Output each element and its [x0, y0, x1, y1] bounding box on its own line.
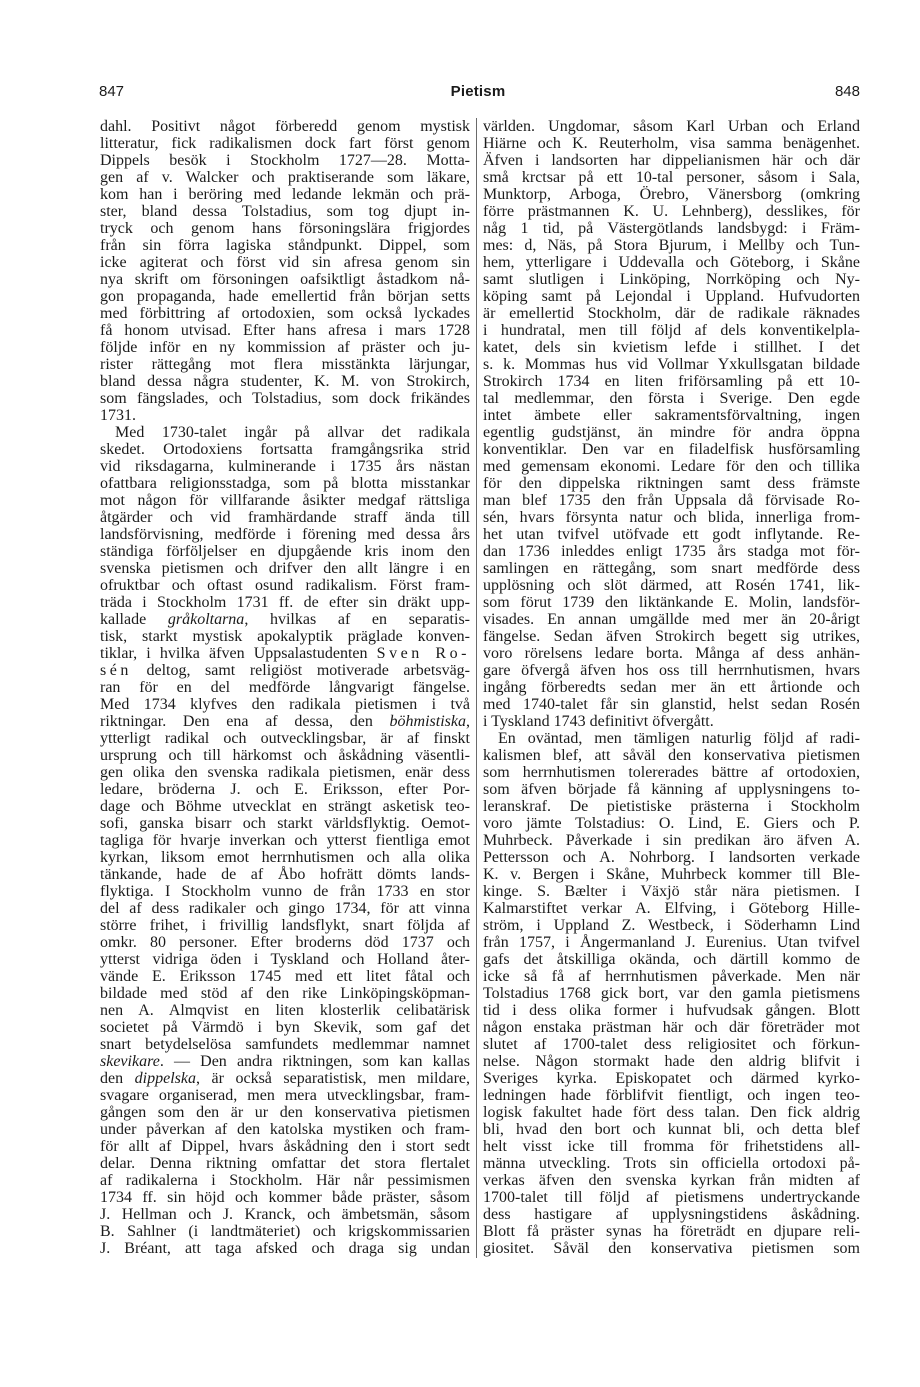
left-column: [100, 118, 470, 1257]
text-line: [100, 645, 470, 662]
text-line: [100, 611, 470, 628]
text-line: landsförvisning, medförde i förening med dessa års: [100, 526, 470, 543]
text-line: gon propaganda, hade emellertid från början setts: [100, 288, 470, 305]
text-line: [100, 1053, 470, 1070]
text-line: nya skrift om försoningen oafsiktligt åstadkom nå-: [100, 271, 470, 288]
text-line: Munktorp, Arboga, Örebro, Vänersborg (omkring: [483, 186, 860, 203]
text-line: rister rättegång mot flera misstänkta lärjungar,: [100, 356, 470, 373]
text-line: samlingen en rättegång, som snart medförde dess: [483, 560, 860, 577]
text-line: någ 1 tid, på Västergötlands landsbygd: i Främ-: [483, 220, 860, 237]
text-segment: den: [100, 1070, 135, 1087]
text-line: kyrkan, liksom emot herrnhutismen och alla olika: [100, 849, 470, 866]
text-line: bildade med stöd af den rike Linköpingsköpman-: [100, 985, 470, 1002]
text-segment: ,: [466, 713, 470, 730]
text-line: Med 1730-talet ingår på allvar det radikala: [115, 424, 470, 441]
spaced-name: sén: [100, 662, 132, 679]
text-line: En oväntad, men tämligen naturlig följd af radi-: [498, 730, 860, 747]
text-line: het utan tvifvel utöfvade ett godt inflytande. Re-: [483, 526, 860, 543]
text-line: sén, hvars försynta natur och blida, innerliga from-: [483, 509, 860, 526]
text-line: litteratur, fick radikalismen dock fart först genom: [100, 135, 470, 152]
text-line: dahl. Positivt något förberedd genom mystisk: [100, 118, 470, 135]
text-line: från 1757, i Ångermanland J. Eurenius. Utan tvifvel: [483, 934, 860, 951]
page-header: [99, 82, 860, 102]
text-line: gare öfvergå äfven hos oss till herrnhutismen, hvars: [483, 662, 860, 679]
text-line: voro rörelsens ledare borta. Många af dess anhän-: [483, 645, 860, 662]
text-line: [100, 713, 470, 730]
text-line: ofruktbar och oftast osund radikalism. Först fram-: [100, 577, 470, 594]
text-line: tänkande, hade de af Åbo hofrätt dömts lands-: [100, 866, 470, 883]
text-line: ström, i Uppland Z. Westbeck, i Söderhamn Lind: [483, 917, 860, 934]
text-line: under påverkan af den katolska mystiken och fram-: [100, 1121, 470, 1138]
text-line: konventiklar. Den var en filadelfisk husförsamling: [483, 441, 860, 458]
text-line: voro jämte Tolstadius: O. Lind, E. Giers och P.: [483, 815, 860, 832]
text-line: slutet af 1700-talet dess religiositet och förkun-: [483, 1036, 860, 1053]
text-line: mot någon för villfarande åsikter medgaf rättsliga: [100, 492, 470, 509]
italic-term: böhmistiska: [389, 713, 466, 730]
text-line: bli, hvad den bort och kunnat bli, och detta blef: [483, 1121, 860, 1138]
left-page-number: 847: [99, 83, 125, 100]
text-line: gafs det åtskilliga okända, och därtill kommo de: [483, 951, 860, 968]
text-line: del af dess radikaler och gingo 1734, för att vinna: [100, 900, 470, 917]
text-segment: tiklar, i hvilka äfven Uppsalastudenten: [100, 645, 377, 662]
text-line: ingång förberedts sedan mer än ett årtionde och: [483, 679, 860, 696]
text-line: tryck och genom hans försoningslära frigjordes: [100, 220, 470, 237]
text-line: ursprung och till härkomst och åskådning väsentli-: [100, 747, 470, 764]
spaced-name: Sven Ro-: [376, 645, 470, 662]
right-column: [483, 118, 860, 1257]
text-line: visades. En annan umgällde med mer än 20-årigt: [483, 611, 860, 628]
text-line: icke så få af herrnhutismen påverkade. Men när: [483, 968, 860, 985]
text-line: 1731.: [100, 407, 136, 424]
text-line: logisk fakultet hade fört dess talan. Den fick aldrig: [483, 1104, 860, 1121]
text-line: kom han i beröring med ledande lekmän och prä-: [100, 186, 470, 203]
text-line: förre prästmannen K. U. Lehnberg), desslikes, för: [483, 203, 860, 220]
text-segment: kallade: [100, 611, 168, 628]
text-line: Hiärne och K. Reuterholm, visa samma benägenhet.: [483, 135, 860, 152]
text-line: s. k. Mommas hus vid Vollmar Yxkullsgatan bildade: [483, 356, 860, 373]
text-line: större frihet, i frivillig landsflykt, snart följda af: [100, 917, 470, 934]
italic-term: dippelska: [134, 1070, 196, 1087]
text-line: Kalmarstiftet verkar A. Elfving, i Göteborg Hille-: [483, 900, 860, 917]
right-page-number: 848: [834, 83, 860, 100]
text-line: som förut 1739 den liktänkande E. Molin, landsför-: [483, 594, 860, 611]
text-line: dan 1736 inleddes enligt 1735 års stadga mot för-: [483, 543, 860, 560]
text-line: som herrnhutismen tolererades bättre af ortodoxien,: [483, 764, 860, 781]
page-title: Pietism: [450, 83, 506, 100]
text-line: icke agiterat och först vid sin afresa genom sin: [100, 254, 470, 271]
text-line: ran för en del medförde långvarigt fängelse.: [100, 679, 470, 696]
text-line: sofi, ganska bisarr och starkt världsflyktig. Oemot-: [100, 815, 470, 832]
text-line: upplösning och slöt därmed, att Rosén 1741, lik-: [483, 577, 860, 594]
text-line: samt slutligen i Linköping, Norrköping och Ny-: [483, 271, 860, 288]
text-line: med 1740-talet får sin glanstid, helst sedan Rosén: [483, 696, 860, 713]
text-line: Muhrbeck. Påverkade i sin predikan äro äfven A.: [483, 832, 860, 849]
text-line: Med 1734 klyfves den radikala pietismen i två: [100, 696, 470, 713]
text-segment: riktningar. Den ena af dessa, den: [100, 713, 390, 730]
text-line: med gemensam ekonomi. Ledare för den och tillika: [483, 458, 860, 475]
text-line: tid i dess olika former i hufvudsak gången. Blott: [483, 1002, 860, 1019]
text-line: K. v. Bergen i Skåne, Muhrbeck kommer till Ble-: [483, 866, 860, 883]
text-line: leranskraf. De pietistiske prästerna i Stockholm: [483, 798, 860, 815]
text-line: Äfven i landsorten har dippelianismen här och där: [483, 152, 860, 169]
text-line: dess hastigare af upplysningstidens åskådning.: [483, 1206, 860, 1223]
text-line: giositet. Såväl den konservativa pietismen som: [483, 1240, 860, 1257]
text-line: ytterligt radikal och outvecklingsbar, är af finskt: [100, 730, 470, 747]
text-line: Blott få präster synas ha företrädt en djupare reli-: [483, 1223, 860, 1240]
text-line: helt visst icke till fromma för frihetstidens all-: [483, 1138, 860, 1155]
text-line: skedet. Ortodoxiens fortsatta framgångsrika strid: [100, 441, 470, 458]
text-line: för allt af Dippel, hvars åskådning den i stort sedt: [100, 1138, 470, 1155]
text-line: träda i Stockholm 1731 ff. de efter sin dräkt upp-: [100, 594, 470, 611]
text-line: Tolstadius 1768 gick bort, var den gamla pietismens: [483, 985, 860, 1002]
text-line: verkas äfven den svenska kyrkan från midten af: [483, 1172, 860, 1189]
text-line: små krctsar på ett 10-tal personer, såsom i Sala,: [483, 169, 860, 186]
text-line: någon enstaka prästman här och där företräder mot: [483, 1019, 860, 1036]
text-line: hem, ytterligare i Uddevalla och Göteborg, i Skåne: [483, 254, 860, 271]
text-line: J. Hellman och J. Kranck, och ämbetsmän, såsom: [100, 1206, 470, 1223]
text-line: egentlig gudstjänst, än mindre för andra öppna: [483, 424, 860, 441]
text-line: 1734 ff. sin höjd och kommer både präster, såsom: [100, 1189, 470, 1206]
text-line: svagare organiserad, men mera utvecklingsbar, fram-: [100, 1087, 470, 1104]
text-segment: deltog, samt religiöst motiverade arbetsväg-: [131, 662, 470, 679]
text-line: delar. Denna riktning omfattar det stora flertalet: [100, 1155, 470, 1172]
text-segment: , hvilkas af en separatis-: [244, 611, 470, 628]
text-line: omkr. 80 personer. Efter broderns död 1737 och: [100, 934, 470, 951]
text-line: som fängslades, och Tolstadius, som dock frikändes: [100, 390, 470, 407]
text-line: som äfven började få känning af upplysningens to-: [483, 781, 860, 798]
text-line: gen af v. Walcker och praktiserande som läkare,: [100, 169, 470, 186]
text-line: ytterst vidriga öden i Tyskland och Holland åter-: [100, 951, 470, 968]
text-line: 1700-talet till följd af pietismens undertryckande: [483, 1189, 860, 1206]
text-line: ständiga förföljelser en djupgående kris inom den: [100, 543, 470, 560]
text-segment: . — Den andra riktningen, som kan kallas: [159, 1053, 470, 1070]
text-line: gen olika den svenska radikala pietismen, enär dess: [100, 764, 470, 781]
text-line: i hundratal, men till följd af dels konventikelpla-: [483, 322, 860, 339]
text-line: gången som den är ur den konservativa pietismen: [100, 1104, 470, 1121]
text-line: man blef 1735 den från Uppsala då förvisade Ro-: [483, 492, 860, 509]
text-line: tal medlemmar, den första i Sverige. Den egde: [483, 390, 860, 407]
text-line: fängelse. Sedan äfven Strokirch begett sig utrikes,: [483, 628, 860, 645]
column-divider: [476, 118, 477, 1258]
text-line: tagliga för hvarje inverkan och ytterst fientliga emot: [100, 832, 470, 849]
text-line: för den dippelska riktningen samt dess främste: [483, 475, 860, 492]
text-line: nen A. Almqvist en liten klosterlik celibatärisk: [100, 1002, 470, 1019]
text-line: dage och Böhme utvecklat en strängt asketisk teo-: [100, 798, 470, 815]
text-line: ledare, bröderna J. och E. Eriksson, efter Por-: [100, 781, 470, 798]
text-line: ster, bland dessa Tolstadius, som tog djupt in-: [100, 203, 470, 220]
text-line: med förbittring af ortodoxien, som också lyckades: [100, 305, 470, 322]
text-line: [100, 1070, 470, 1087]
italic-term: skevikare: [100, 1053, 160, 1070]
text-line: bland dessa några studenter, K. M. von Strokirch,: [100, 373, 470, 390]
text-line: societet på Värmdö i byn Skevik, som gaf det: [100, 1019, 470, 1036]
text-line: köping samt på Lejondal i Uppland. Hufvudorten: [483, 288, 860, 305]
text-line: vid riksdagarna, kulminerande i 1735 års nästan: [100, 458, 470, 475]
text-line: är emellertid Stockholm, där de radikale räknades: [483, 305, 860, 322]
text-line: i Tyskland 1743 definitivt öfvergått.: [483, 713, 714, 730]
text-line: vände E. Eriksson 1745 med ett litet fåtal och: [100, 968, 470, 985]
text-line: ledningen hade förblifvit fientligt, och ingen teo-: [483, 1087, 860, 1104]
text-line: Dippels besök i Stockholm 1727—28. Motta-: [100, 152, 470, 169]
text-line: katet, dels sin kvietism lefde i stillhet. I det: [483, 339, 860, 356]
text-line: svenska pietismen och drifver den allt längre i en: [100, 560, 470, 577]
text-line: Strokirch 1734 en liten friförsamling på ett 10-: [483, 373, 860, 390]
text-line: få honom utvisad. Efter hans afresa i mars 1728: [100, 322, 470, 339]
text-segment: , är också separatistisk, men mildare,: [195, 1070, 470, 1087]
text-line: världen. Ungdomar, såsom Karl Urban och Erland: [483, 118, 860, 135]
text-line: J. Bréant, att taga afsked och draga sig undan: [100, 1240, 470, 1257]
text-line: kinge. S. Bælter i Växjö står nära pietismen. I: [483, 883, 860, 900]
text-line: följde inför en ny kommission af präster och ju-: [100, 339, 470, 356]
italic-term: gråkoltarna: [167, 611, 245, 628]
text-line: af radikalerna i Stockholm. Här når pessimismen: [100, 1172, 470, 1189]
text-line: mes: d, Näs, på Stora Bjurum, i Mellby och Tun-: [483, 237, 860, 254]
text-line: snart betydelselösa samfundets medlemmar namnet: [100, 1036, 470, 1053]
text-line: Sveriges kyrka. Episkopatet och därmed kyrko-: [483, 1070, 860, 1087]
text-line: nelse. Någon stormakt hade den aldrig blifvit i: [483, 1053, 860, 1070]
text-line: Pettersson och A. Nohrborg. I landsorten verkade: [483, 849, 860, 866]
text-line: flyktiga. I Stockholm vunno de från 1733 en stor: [100, 883, 470, 900]
text-line: kalismen blef, att såväl den konservativa pietismen: [483, 747, 860, 764]
text-line: B. Sahlner (i landtmäteriet) och krigskommissarien: [100, 1223, 470, 1240]
text-line: männa utveckling. Trots sin officiella ortodoxi på-: [483, 1155, 860, 1172]
text-line: [100, 662, 470, 679]
text-line: åtgärder och vid framhärdande straff ända till: [100, 509, 470, 526]
text-line: tisk, starkt mystisk apokalyptik präglade konven-: [100, 628, 470, 645]
text-line: intet ämbete eller sakramentsförvaltning, ingen: [483, 407, 860, 424]
text-line: från sin förra lagiska ståndpunkt. Dippel, som: [100, 237, 470, 254]
text-line: ofattbara religionsstadga, som på blotta misstankar: [100, 475, 470, 492]
